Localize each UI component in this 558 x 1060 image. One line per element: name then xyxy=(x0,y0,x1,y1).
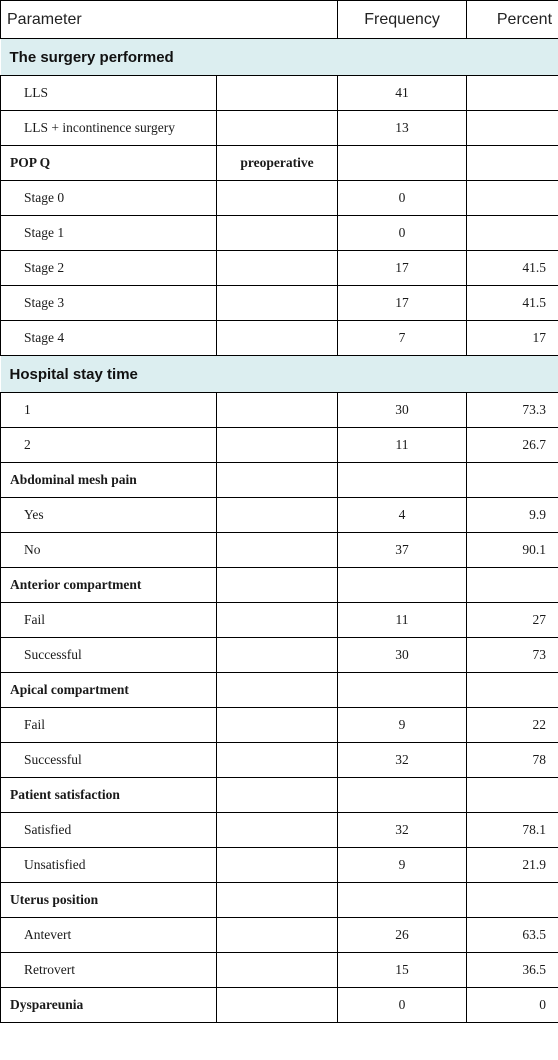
subheader-label: Abdominal mesh pain xyxy=(1,463,217,498)
empty-cell xyxy=(217,111,338,146)
percent-cell: 78 xyxy=(467,743,558,778)
header-percent: Percent xyxy=(467,1,558,39)
table-row xyxy=(1,321,558,356)
percent-cell xyxy=(467,673,558,708)
empty-cell xyxy=(217,76,338,111)
table-row xyxy=(1,743,558,778)
empty-cell xyxy=(217,393,338,428)
section-row xyxy=(1,39,558,76)
table-row xyxy=(1,918,558,953)
section-title: Hospital stay time xyxy=(1,356,558,393)
subheader-label: Patient satisfaction xyxy=(1,778,217,813)
subheader-label: Apical compartment xyxy=(1,673,217,708)
percent-cell: 63.5 xyxy=(467,918,558,953)
empty-cell xyxy=(217,251,338,286)
row-label: Fail xyxy=(1,603,217,638)
percent-cell: 90.1 xyxy=(467,533,558,568)
frequency-cell: 11 xyxy=(338,603,467,638)
percent-cell xyxy=(467,111,558,146)
empty-cell xyxy=(217,988,338,1023)
row-label: No xyxy=(1,533,217,568)
table-row xyxy=(1,603,558,638)
subheader-row xyxy=(1,988,558,1023)
row-label: 1 xyxy=(1,393,217,428)
empty-cell xyxy=(217,638,338,673)
percent-cell: 0 xyxy=(467,988,558,1023)
table-row xyxy=(1,251,558,286)
frequency-cell: 17 xyxy=(338,286,467,321)
row-label: Unsatisfied xyxy=(1,848,217,883)
percent-cell: 78.1 xyxy=(467,813,558,848)
subheader-label: Dyspareunia xyxy=(1,988,217,1023)
empty-cell xyxy=(217,953,338,988)
table-row xyxy=(1,181,558,216)
frequency-cell: 32 xyxy=(338,743,467,778)
percent-cell xyxy=(467,76,558,111)
header-row xyxy=(1,1,558,39)
table-row xyxy=(1,216,558,251)
row-label: Yes xyxy=(1,498,217,533)
empty-cell xyxy=(217,533,338,568)
percent-cell: 73 xyxy=(467,638,558,673)
row-label: Stage 2 xyxy=(1,251,217,286)
table-row xyxy=(1,848,558,883)
frequency-cell xyxy=(338,463,467,498)
frequency-cell: 32 xyxy=(338,813,467,848)
subheader-row xyxy=(1,568,558,603)
table-row xyxy=(1,953,558,988)
subheader-label: Uterus position xyxy=(1,883,217,918)
percent-cell: 36.5 xyxy=(467,953,558,988)
row-label: Stage 1 xyxy=(1,216,217,251)
frequency-cell: 11 xyxy=(338,428,467,463)
subheader-note xyxy=(217,778,338,813)
percent-cell xyxy=(467,568,558,603)
table-row xyxy=(1,533,558,568)
empty-cell xyxy=(217,603,338,638)
frequency-cell: 0 xyxy=(338,181,467,216)
subheader-note: preoperative xyxy=(217,146,338,181)
header-parameter: Parameter xyxy=(1,1,338,39)
frequency-cell: 15 xyxy=(338,953,467,988)
table-row xyxy=(1,638,558,673)
frequency-cell xyxy=(338,883,467,918)
percent-cell xyxy=(467,146,558,181)
table-row xyxy=(1,498,558,533)
subheader-note xyxy=(217,568,338,603)
subheader-note xyxy=(217,673,338,708)
frequency-cell: 17 xyxy=(338,251,467,286)
table-row xyxy=(1,428,558,463)
subheader-row xyxy=(1,883,558,918)
table-row xyxy=(1,393,558,428)
empty-cell xyxy=(217,743,338,778)
percent-cell xyxy=(467,216,558,251)
frequency-cell xyxy=(338,568,467,603)
percent-cell: 41.5 xyxy=(467,251,558,286)
percent-cell xyxy=(467,181,558,216)
row-label: Successful xyxy=(1,638,217,673)
row-label: Successful xyxy=(1,743,217,778)
subheader-note xyxy=(217,883,338,918)
frequency-cell xyxy=(338,673,467,708)
table-row xyxy=(1,76,558,111)
header-frequency: Frequency xyxy=(338,1,467,39)
frequency-cell: 41 xyxy=(338,76,467,111)
section-title: The surgery performed xyxy=(1,39,558,76)
frequency-cell: 30 xyxy=(338,393,467,428)
row-label: Satisfied xyxy=(1,813,217,848)
percent-cell: 9.9 xyxy=(467,498,558,533)
percent-cell: 21.9 xyxy=(467,848,558,883)
subheader-row xyxy=(1,778,558,813)
frequency-cell xyxy=(338,146,467,181)
row-label: LLS xyxy=(1,76,217,111)
subheader-note xyxy=(217,463,338,498)
row-label: LLS + incontinence surgery xyxy=(1,111,217,146)
frequency-cell: 4 xyxy=(338,498,467,533)
empty-cell xyxy=(217,848,338,883)
table-row xyxy=(1,286,558,321)
frequency-cell: 30 xyxy=(338,638,467,673)
empty-cell xyxy=(217,813,338,848)
table-row xyxy=(1,708,558,743)
subheader-row xyxy=(1,463,558,498)
percent-cell: 26.7 xyxy=(467,428,558,463)
empty-cell xyxy=(217,286,338,321)
subheader-label: POP Q xyxy=(1,146,217,181)
empty-cell xyxy=(217,321,338,356)
table-row xyxy=(1,111,558,146)
frequency-cell: 26 xyxy=(338,918,467,953)
percent-cell: 22 xyxy=(467,708,558,743)
frequency-cell: 9 xyxy=(338,708,467,743)
frequency-cell: 37 xyxy=(338,533,467,568)
empty-cell xyxy=(217,498,338,533)
percent-cell: 17 xyxy=(467,321,558,356)
percent-cell: 41.5 xyxy=(467,286,558,321)
percent-cell xyxy=(467,883,558,918)
row-label: Fail xyxy=(1,708,217,743)
empty-cell xyxy=(217,181,338,216)
subheader-row xyxy=(1,146,558,181)
row-label: Antevert xyxy=(1,918,217,953)
percent-cell: 27 xyxy=(467,603,558,638)
subheader-row xyxy=(1,673,558,708)
frequency-cell: 0 xyxy=(338,216,467,251)
empty-cell xyxy=(217,918,338,953)
row-label: Retrovert xyxy=(1,953,217,988)
percent-cell: 73.3 xyxy=(467,393,558,428)
empty-cell xyxy=(217,708,338,743)
frequency-cell: 7 xyxy=(338,321,467,356)
row-label: Stage 0 xyxy=(1,181,217,216)
table-row xyxy=(1,813,558,848)
empty-cell xyxy=(217,428,338,463)
empty-cell xyxy=(217,216,338,251)
row-label: Stage 3 xyxy=(1,286,217,321)
table-header xyxy=(1,1,558,39)
frequency-cell: 9 xyxy=(338,848,467,883)
percent-cell xyxy=(467,463,558,498)
frequency-cell: 13 xyxy=(338,111,467,146)
row-label: 2 xyxy=(1,428,217,463)
frequency-cell: 0 xyxy=(338,988,467,1023)
table-body xyxy=(1,39,558,1023)
section-row xyxy=(1,356,558,393)
row-label: Stage 4 xyxy=(1,321,217,356)
percent-cell xyxy=(467,778,558,813)
subheader-label: Anterior compartment xyxy=(1,568,217,603)
frequency-cell xyxy=(338,778,467,813)
